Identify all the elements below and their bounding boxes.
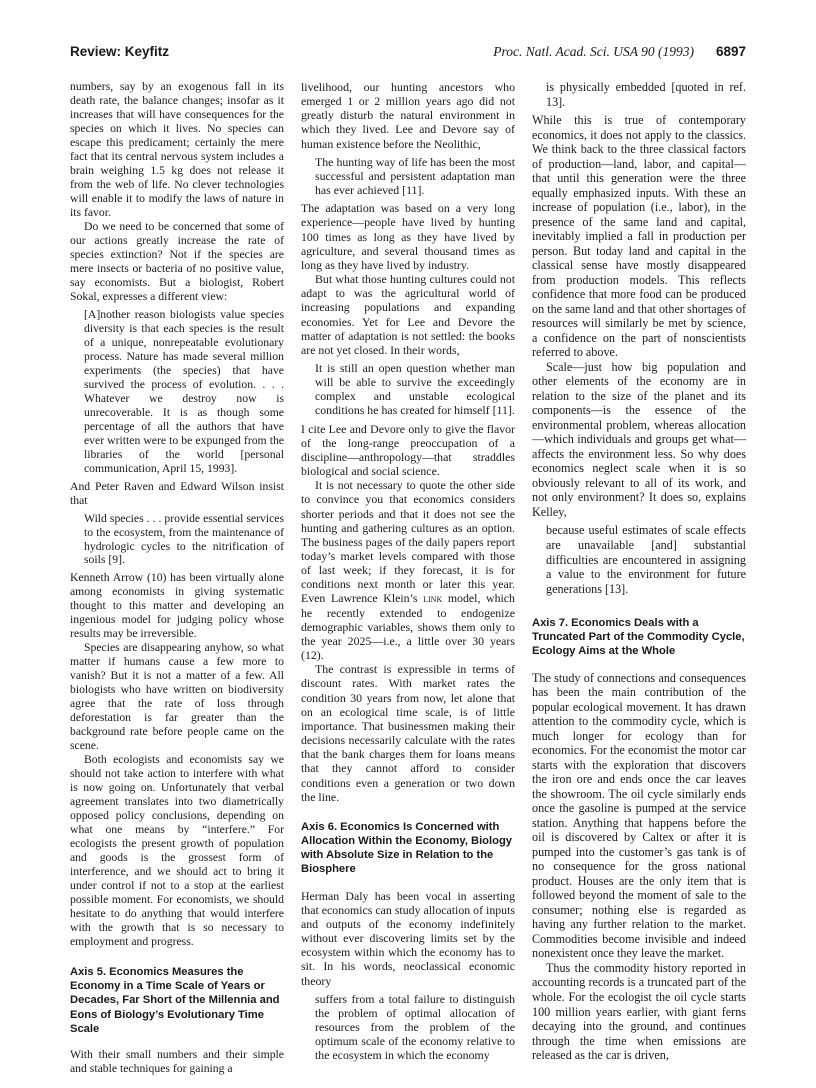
paragraph: Scale—just how big population and other elements of the economy are in relation to the size of the planet and its components—is the essence of the environmental problem, whereas allocation—which individuals and groups get what—affects the environment less. So why does economics neglect scale when it is so obviously relevant to all of its work, and not only environment? It does so, explains Kelley, [532,359,746,519]
paragraph: With their small numbers and their simple and stable techniques for gaining a [70,1048,284,1076]
paragraph [301,478,515,662]
section-heading-axis-5: Axis 5. Economics Measures the Economy in a Time Scale of Years or Decades, Far Short of the Millennia and Eons of Biology’s Evolutionary Time Scale [70,966,280,1035]
running-head-title: Review: Keyfitz [70,44,170,59]
paragraph: numbers, say by an exogenous fall in its death rate, the balance changes; insofar as it increases that will have consequences for the species on which it lives. No species can escape this predicament; certainly the mere fact that its central nervous system includes a brain weighing 1.5 kg does not release it from the web of life. No clever technologies will enable it to modify the laws of nature in its favor. [70,80,284,219]
paragraph: Both ecologists and economists say we should not take action to interfere with what is now going on. Unfortunately that verbal agreement translates into two diametrically opposed policy conclusions, depending on what one means by “interfere.” For ecologists the present growth of population and goods is the grossest form of interference, and we should act to bring it under control if not to a stop at the earliest possible moment. For economists, we should hesitate to do anything that would interfere with the growth that is so necessary to employment and progress. [70,753,284,949]
paragraph: I cite Lee and Devore only to give the flavor of the long-range preoccupation of a discipline—anthropology—that straddles biological and social science. [301,421,515,479]
paragraph: Thus the commodity history reported in accounting records is a truncated part of the whole. For the ecologist the oil cycle starts 100 million years earlier, with giant ferns decaying into the ground, and continues through the time when emissions are released as the car is driven, [532,960,746,1063]
paragraph: Species are disappearing anyhow, so what matter if humans cause a few more to vanish? But it is not a matter of a few. All biologists who have written on biodiversity agree that the rate of loss through deforestation is far greater than the background rate before people came on the scene. [70,641,284,753]
block-quote: suffers from a total failure to distinguish the problem of optimal allocation of resources from the problem of the optimum scale of the economy relative to the ecosystem in which the economy [315,991,515,1063]
paragraph: Kenneth Arrow (10) has been virtually alone among economists in giving systematic thought to this matter and developing an ingenious model for judging policy whose results may be irreversible. [70,571,284,641]
block-quote-continued: is physically embedded [quoted in ref. 13]. [546,80,746,109]
paragraph: Herman Daly has been vocal in asserting that economics can study allocation of inputs and outputs of the economy indefinitely without ever discovering limits set by the ecosystem within which the economy has to sit. In his words, neoclassical economic theory [301,888,515,988]
block-quote: The hunting way of life has been the most successful and persistent adaptation man has ever achieved [11]. [315,154,515,198]
paragraph-text: It is not necessary to quote the other side to convince you that economics considers shorter periods and that it does not see the hunting and gathering cultures as an option. The business pages of the daily papers report today’s market levels compared with those of last week; if they forecast, it is for conditions next month or later this year. Even Lawrence Klein’s [301,478,515,606]
paragraph: The study of connections and consequences has been the main contribution of the popular ecological movement. It has drawn attention to the commodity cycle, which is much longer for ecology than for economics. For the economist the motor car starts with the exploration that discovers the iron ore and ends once the car leaves the showroom. The oil cycle similarly ends once the gasoline is pumped at the service station. Anything that happens before the oil is discovered by Caltex or after it is pumped into the customer’s gas tank is of no consequence for the gross national product. Houses are the only item that is followed beyond the moment of sale to the consumer; nothing else is regarded as having any further relation to the market. Commodities become invisible and indeed nonexistent once they leave the market. [532,670,746,961]
page-header [70,44,746,66]
column-left [70,80,284,1080]
block-quote: Wild species . . . provide essential services to the ecosystem, from the maintenance of hydrologic cycles to the nitrification of soils [9]. [84,511,284,567]
page-number: 6897 [715,44,746,59]
paragraph: livelihood, our hunting ancestors who emerged 1 or 2 million years ago did not greatly disturb the natural environment in which they lived. Lee and Devore say of human existence before the Neolithic, [301,80,515,151]
block-quote: [A]nother reason biologists value species diversity is that each species is the result of a unique, nonrepeatable evolutionary process. Nature has made several million experiments (the species) that have survived the process of evolution. . . . Whatever we destroy now is unrecoverable. It is as though some percentage of all the authors that have ever written were to be expunged from the libraries of the world [personal communication, April 15, 1993]. [84,307,284,475]
paragraph: Do we need to be concerned that some of our actions greatly increase the rate of species extinction? Not if the species are mere insects or bacteria of no positive value, say economists. But a biologist, Robert Sokal, expresses a different view: [70,219,284,303]
paragraph: The contrast is expressible in terms of discount rates. With market rates the condition 30 years from now, let alone that on an ecological time scale, is of little importance. That businessmen making their decisions necessarily calculate with the rates that the bank charges them for loans means that they cannot afford to consider conditions even a generation or two down the line. [301,662,515,804]
column-middle [301,80,515,1080]
block-quote: It is still an open question whether man will be able to survive the exceedingly complex and unstable ecological conditions he has created for himself [11]. [315,360,515,418]
paragraph: And Peter Raven and Edward Wilson insist that [70,479,284,507]
running-head-journal [493,44,746,60]
paragraph-text: model, which he recently extended to endogenize demographic variables, shows them only to the year 2025—i.e., a little over 30 years (12). [301,591,515,663]
model-name: link [423,591,443,606]
paragraph: But what those hunting cultures could not adapt to was the agricultural world of increasing populations and expanding economies. Yet for Lee and Devore the matter of adaptation is not settled: the books are not yet closed. In their words, [301,272,515,357]
section-heading-axis-6: Axis 6. Economics Is Concerned with Allocation Within the Economy, Biology with Absolute Size in Relation to the Biosphere [301,820,513,876]
section-heading-axis-7: Axis 7. Economics Deals with a Truncated Part of the Commodity Cycle, Ecology Aims at the Whole [532,617,745,658]
column-right [532,80,746,1080]
paragraph: While this is true of contemporary economics, it does not apply to the classics. We think back to the three classical factors of production—land, labor, and capital—that until this generation were the three equally emphasized inputs. With these an increase of population (i.e., labor), in the presence of the same land and capital, inevitably implied a fall in production per person. But today land and capital in the classical sense have mostly disappeared from production models. This reflects confidence that more food can be produced on the same land and that other shortages of resources will similarly be met by science, a confidence on the part of nonscientists referred to above. [532,113,746,360]
journal-citation: Proc. Natl. Acad. Sci. USA 90 (1993) [493,44,694,59]
block-quote: because useful estimates of scale effects are unavailable [and] substantial difficulties are encountered in assigning a value to the environment for future generations [13]. [546,523,746,596]
paragraph: The adaptation was based on a very long experience—people have lived by hunting 100 times as long as they have lived by agriculture, and several thousand times as long as they have lived by industry. [301,201,515,272]
